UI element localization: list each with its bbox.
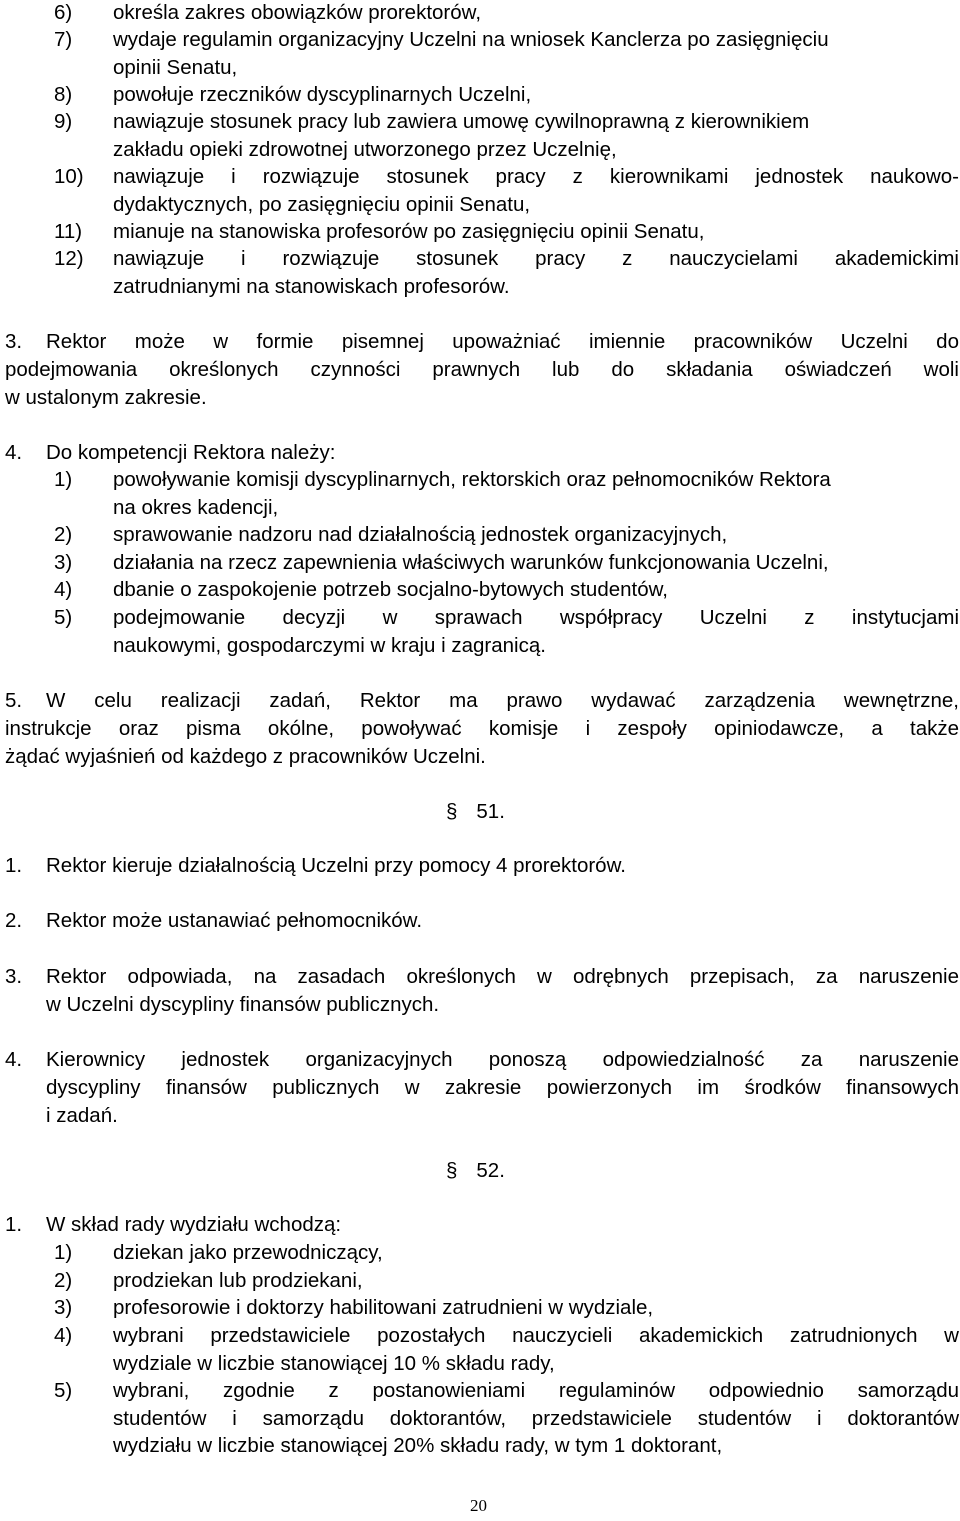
paragraph-text: instrukcje oraz pisma okólne, powoływać komisje i zespoły opiniodawcze, a także xyxy=(5,717,959,740)
paragraph-text: Rektor odpowiada, na zasadach określonych w odrębnych przepisach, za naruszenie xyxy=(46,965,959,988)
paragraph-text: i zadań. xyxy=(46,1104,118,1127)
list-item-number: 8) xyxy=(54,83,73,106)
list-item-number: 4) xyxy=(54,578,73,601)
section-heading xyxy=(446,1158,505,1184)
list-item-number: 7) xyxy=(54,28,73,51)
list-item-number: 5) xyxy=(54,1379,73,1402)
list-item-number: 6) xyxy=(54,1,73,24)
paragraph-number: 5. xyxy=(5,689,23,712)
list-item-text: opinii Senatu, xyxy=(113,56,238,79)
paragraph-number: 1. xyxy=(5,1213,23,1236)
list-item-text: wybrani, zgodnie z postanowieniami regulaminów odpowiednio samorządu xyxy=(113,1379,959,1402)
list-item-text: wybrani przedstawiciele pozostałych nauczycieli akademickich zatrudnionych w xyxy=(113,1324,959,1347)
paragraph-number: 4. xyxy=(5,441,23,464)
list-item-text: nawiązuje stosunek pracy lub zawiera umowę cywilnoprawną z kierownikiem xyxy=(113,110,810,133)
list-item-number: 2) xyxy=(54,523,73,546)
list-item-text: podejmowanie decyzji w sprawach współpracy Uczelni z instytucjami xyxy=(113,606,959,629)
paragraph-text: żądać wyjaśnień od każdego z pracowników Uczelni. xyxy=(5,745,486,768)
list-item-text: studentów i samorządu doktorantów, przedstawiciele studentów i doktorantów xyxy=(113,1407,959,1430)
list-item-text: mianuje na stanowiska profesorów po zasięgnięciu opinii Senatu, xyxy=(113,220,705,243)
paragraph-number: 2. xyxy=(5,909,23,932)
paragraph-text: w ustalonym zakresie. xyxy=(5,386,207,409)
list-item-text: wydziału w liczbie stanowiącej 20% składu rady, w tym 1 doktorant, xyxy=(113,1434,723,1457)
list-item-number: 3) xyxy=(54,1296,73,1319)
list-item-number: 1) xyxy=(54,1241,73,1264)
list-item-number: 12) xyxy=(54,247,84,270)
list-item-text: powołuje rzeczników dyscyplinarnych Uczelni, xyxy=(113,83,532,106)
paragraph-text: Rektor kieruje działalnością Uczelni przy pomocy 4 prorektorów. xyxy=(46,854,626,877)
paragraph-text: w Uczelni dyscypliny finansów publicznych. xyxy=(46,993,440,1016)
list-item-text: nawiązuje i rozwiązuje stosunek pracy z nauczycielami akademickimi xyxy=(113,247,959,270)
list-item-number: 5) xyxy=(54,606,73,629)
list-item-text: wydaje regulamin organizacyjny Uczelni na wniosek Kanclerza po zasięgnięciu xyxy=(113,28,829,51)
list-item-number: 11) xyxy=(54,220,83,243)
paragraph-intro: Do kompetencji Rektora należy: xyxy=(46,441,336,464)
paragraph-text: podejmowania określonych czynności prawnych lub do składania oświadczeń woli xyxy=(5,358,959,381)
paragraph-number: 1. xyxy=(5,854,23,877)
section-heading xyxy=(446,799,505,825)
list-item-text: prodziekan lub prodziekani, xyxy=(113,1269,363,1292)
list-item-number: 10) xyxy=(54,165,84,188)
paragraph-intro: W skład rady wydziału wchodzą: xyxy=(46,1213,342,1236)
list-item-number: 4) xyxy=(54,1324,73,1347)
section-symbol: § xyxy=(446,800,458,823)
list-item-text: zakładu opieki zdrowotnej utworzonego przez Uczelnię, xyxy=(113,138,617,161)
section-number: 51. xyxy=(476,800,505,823)
list-item-text: zatrudnianymi na stanowiskach profesorów. xyxy=(113,275,510,298)
list-item-number: 3) xyxy=(54,551,73,574)
list-item-text: sprawowanie nadzoru nad działalnością jednostek organizacyjnych, xyxy=(113,523,728,546)
paragraph-text: Rektor może ustanawiać pełnomocników. xyxy=(46,909,423,932)
paragraph-text: W celu realizacji zadań, Rektor ma prawo wydawać zarządzenia wewnętrzne, xyxy=(46,689,959,712)
paragraph-number: 3. xyxy=(5,965,23,988)
section-number: 52. xyxy=(476,1159,505,1182)
paragraph-number: 4. xyxy=(5,1048,23,1071)
list-item-number: 2) xyxy=(54,1269,73,1292)
section-symbol: § xyxy=(446,1159,458,1182)
paragraph-text: Kierownicy jednostek organizacyjnych ponoszą odpowiedzialność za naruszenie xyxy=(46,1048,959,1071)
list-item-text: dbanie o zaspokojenie potrzeb socjalno-bytowych studentów, xyxy=(113,578,668,601)
list-item-text: dydaktycznych, po zasięgnięciu opinii Senatu, xyxy=(113,193,531,216)
list-item-text: wydziale w liczbie stanowiącej 10 % składu rady, xyxy=(113,1352,555,1375)
list-item-text: określa zakres obowiązków prorektorów, xyxy=(113,1,482,24)
list-item-text: na okres kadencji, xyxy=(113,496,279,519)
list-item-text: nawiązuje i rozwiązuje stosunek pracy z kierownikami jednostek naukowo- xyxy=(113,165,959,188)
paragraph-number: 3. xyxy=(5,330,23,353)
list-item-text: działania na rzecz zapewnienia właściwych warunków funkcjonowania Uczelni, xyxy=(113,551,829,574)
list-item-text: naukowymi, gospodarczymi w kraju i zagranicą. xyxy=(113,634,546,657)
list-item-text: profesorowie i doktorzy habilitowani zatrudnieni w wydziale, xyxy=(113,1296,654,1319)
page-number: 20 xyxy=(470,1496,487,1515)
list-item-text: dziekan jako przewodniczący, xyxy=(113,1241,383,1264)
list-item-text: powoływanie komisji dyscyplinarnych, rektorskich oraz pełnomocników Rektora xyxy=(113,468,831,491)
list-item-number: 9) xyxy=(54,110,73,133)
list-item-number: 1) xyxy=(54,468,73,491)
paragraph-text: Rektor może w formie pisemnej upoważniać imiennie pracowników Uczelni do xyxy=(46,330,959,353)
paragraph-text: dyscypliny finansów publicznych w zakresie powierzonych im środków finansowych xyxy=(46,1076,959,1099)
